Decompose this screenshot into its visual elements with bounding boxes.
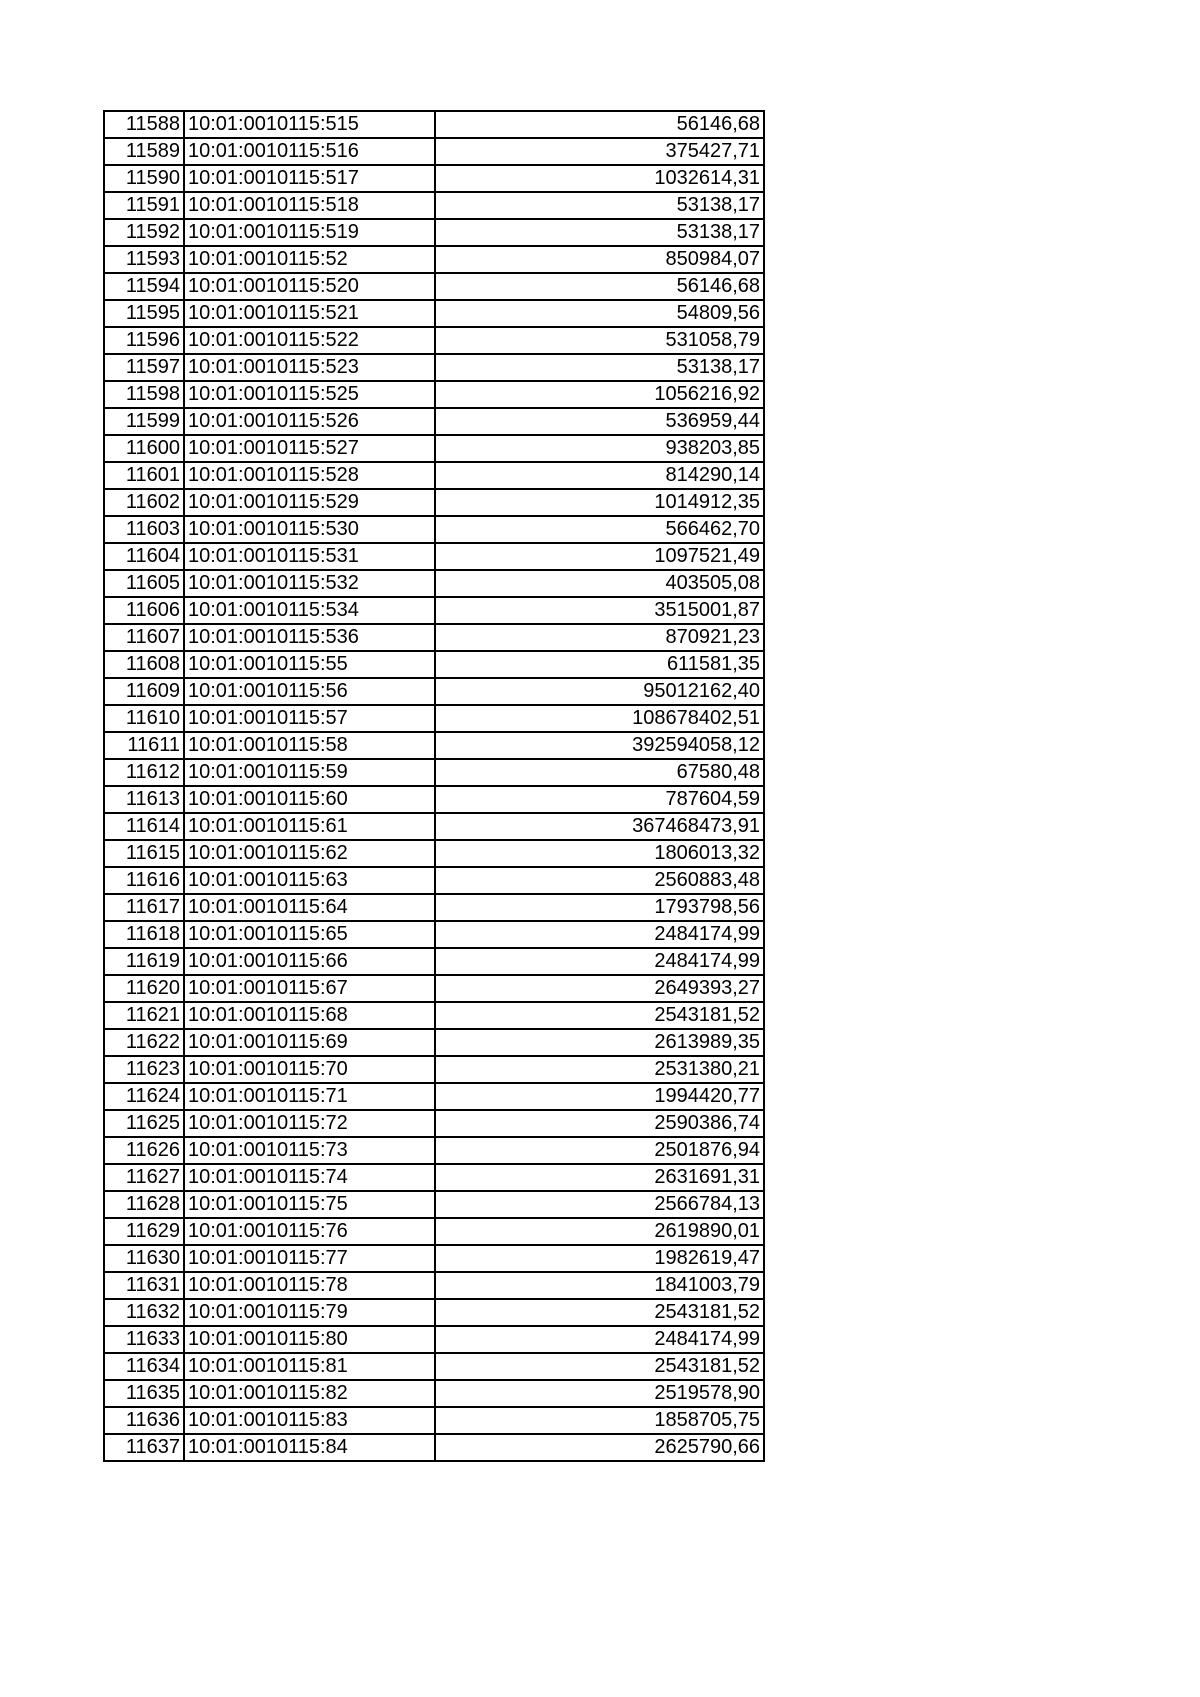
cadastral-value-cell: 56146,68	[435, 273, 764, 300]
row-number-cell: 11629	[104, 1218, 184, 1245]
table-row	[104, 1407, 764, 1434]
table-row	[104, 1299, 764, 1326]
cadastral-number-cell: 10:01:0010115:72	[184, 1110, 435, 1137]
cadastral-number-cell: 10:01:0010115:52	[184, 246, 435, 273]
row-number-cell: 11623	[104, 1056, 184, 1083]
cadastral-number-cell: 10:01:0010115:55	[184, 651, 435, 678]
cadastral-number-cell: 10:01:0010115:529	[184, 489, 435, 516]
cadastral-number-cell: 10:01:0010115:528	[184, 462, 435, 489]
table-row	[104, 354, 764, 381]
table-row	[104, 651, 764, 678]
table-row	[104, 813, 764, 840]
cadastral-number-cell: 10:01:0010115:521	[184, 300, 435, 327]
table-row	[104, 1137, 764, 1164]
row-number-cell: 11604	[104, 543, 184, 570]
cadastral-number-cell: 10:01:0010115:62	[184, 840, 435, 867]
cadastral-value-cell: 375427,71	[435, 138, 764, 165]
cadastral-value-cell: 1806013,32	[435, 840, 764, 867]
table-row	[104, 489, 764, 516]
table-row	[104, 786, 764, 813]
cadastral-value-cell: 611581,35	[435, 651, 764, 678]
cadastral-value-cell: 536959,44	[435, 408, 764, 435]
cadastral-number-cell: 10:01:0010115:523	[184, 354, 435, 381]
table-row	[104, 381, 764, 408]
cadastral-value-cell: 403505,08	[435, 570, 764, 597]
table-row	[104, 1191, 764, 1218]
row-number-cell: 11630	[104, 1245, 184, 1272]
cadastral-value-cell: 2543181,52	[435, 1299, 764, 1326]
row-number-cell: 11616	[104, 867, 184, 894]
row-number-cell: 11625	[104, 1110, 184, 1137]
cadastral-value-cell: 2543181,52	[435, 1002, 764, 1029]
cadastral-value-cell: 53138,17	[435, 219, 764, 246]
cadastral-value-cell: 54809,56	[435, 300, 764, 327]
cadastral-number-cell: 10:01:0010115:75	[184, 1191, 435, 1218]
cadastral-value-cell: 2560883,48	[435, 867, 764, 894]
row-number-cell: 11624	[104, 1083, 184, 1110]
cadastral-value-cell: 3515001,87	[435, 597, 764, 624]
table-row	[104, 921, 764, 948]
row-number-cell: 11601	[104, 462, 184, 489]
cadastral-number-cell: 10:01:0010115:58	[184, 732, 435, 759]
row-number-cell: 11608	[104, 651, 184, 678]
cadastral-number-cell: 10:01:0010115:82	[184, 1380, 435, 1407]
cadastral-number-cell: 10:01:0010115:76	[184, 1218, 435, 1245]
cadastral-value-cell: 531058,79	[435, 327, 764, 354]
cadastral-value-cell: 2566784,13	[435, 1191, 764, 1218]
table-row	[104, 597, 764, 624]
row-number-cell: 11590	[104, 165, 184, 192]
row-number-cell: 11622	[104, 1029, 184, 1056]
table-row	[104, 678, 764, 705]
row-number-cell: 11592	[104, 219, 184, 246]
table-row	[104, 138, 764, 165]
cadastral-value-cell: 2631691,31	[435, 1164, 764, 1191]
row-number-cell: 11602	[104, 489, 184, 516]
table-row	[104, 273, 764, 300]
cadastral-number-cell: 10:01:0010115:80	[184, 1326, 435, 1353]
cadastral-number-cell: 10:01:0010115:63	[184, 867, 435, 894]
table-row	[104, 435, 764, 462]
cadastral-value-cell: 53138,17	[435, 192, 764, 219]
cadastral-value-cell: 1841003,79	[435, 1272, 764, 1299]
cadastral-value-cell: 108678402,51	[435, 705, 764, 732]
cadastral-value-cell: 1793798,56	[435, 894, 764, 921]
cadastral-value-cell: 870921,23	[435, 624, 764, 651]
cadastral-number-cell: 10:01:0010115:83	[184, 1407, 435, 1434]
cadastral-number-cell: 10:01:0010115:532	[184, 570, 435, 597]
table-row	[104, 111, 764, 138]
cadastral-number-cell: 10:01:0010115:84	[184, 1434, 435, 1461]
row-number-cell: 11631	[104, 1272, 184, 1299]
row-number-cell: 11619	[104, 948, 184, 975]
cadastral-number-cell: 10:01:0010115:67	[184, 975, 435, 1002]
cadastral-number-cell: 10:01:0010115:522	[184, 327, 435, 354]
row-number-cell: 11626	[104, 1137, 184, 1164]
table-row	[104, 192, 764, 219]
cadastral-number-cell: 10:01:0010115:530	[184, 516, 435, 543]
row-number-cell: 11588	[104, 111, 184, 138]
cadastral-value-cell: 938203,85	[435, 435, 764, 462]
cadastral-number-cell: 10:01:0010115:70	[184, 1056, 435, 1083]
row-number-cell: 11627	[104, 1164, 184, 1191]
table-row	[104, 1380, 764, 1407]
cadastral-value-cell: 392594058,12	[435, 732, 764, 759]
cadastral-number-cell: 10:01:0010115:81	[184, 1353, 435, 1380]
cadastral-value-cell: 95012162,40	[435, 678, 764, 705]
row-number-cell: 11615	[104, 840, 184, 867]
table-row	[104, 408, 764, 435]
table-row	[104, 759, 764, 786]
cadastral-value-cell: 850984,07	[435, 246, 764, 273]
cadastral-value-cell: 1994420,77	[435, 1083, 764, 1110]
row-number-cell: 11636	[104, 1407, 184, 1434]
cadastral-number-cell: 10:01:0010115:77	[184, 1245, 435, 1272]
table-row	[104, 705, 764, 732]
row-number-cell: 11606	[104, 597, 184, 624]
row-number-cell: 11613	[104, 786, 184, 813]
cadastral-number-cell: 10:01:0010115:79	[184, 1299, 435, 1326]
table-row	[104, 462, 764, 489]
row-number-cell: 11628	[104, 1191, 184, 1218]
row-number-cell: 11598	[104, 381, 184, 408]
table-row	[104, 165, 764, 192]
cadastral-number-cell: 10:01:0010115:78	[184, 1272, 435, 1299]
cadastral-value-cell: 2649393,27	[435, 975, 764, 1002]
row-number-cell: 11635	[104, 1380, 184, 1407]
table-row	[104, 948, 764, 975]
cadastral-number-cell: 10:01:0010115:69	[184, 1029, 435, 1056]
cadastral-value-cell: 1032614,31	[435, 165, 764, 192]
row-number-cell: 11595	[104, 300, 184, 327]
cadastral-value-cell: 814290,14	[435, 462, 764, 489]
table-row	[104, 1353, 764, 1380]
cadastral-value-cell: 2519578,90	[435, 1380, 764, 1407]
row-number-cell: 11596	[104, 327, 184, 354]
table-row	[104, 1029, 764, 1056]
table-row	[104, 1083, 764, 1110]
row-number-cell: 11603	[104, 516, 184, 543]
cadastral-number-cell: 10:01:0010115:536	[184, 624, 435, 651]
cadastral-value-cell: 2543181,52	[435, 1353, 764, 1380]
table-row	[104, 1110, 764, 1137]
row-number-cell: 11594	[104, 273, 184, 300]
cadastral-value-cell: 56146,68	[435, 111, 764, 138]
table-row	[104, 867, 764, 894]
table-row	[104, 1434, 764, 1461]
row-number-cell: 11633	[104, 1326, 184, 1353]
cadastral-number-cell: 10:01:0010115:65	[184, 921, 435, 948]
row-number-cell: 11621	[104, 1002, 184, 1029]
cadastral-number-cell: 10:01:0010115:61	[184, 813, 435, 840]
cadastral-value-cell: 2625790,66	[435, 1434, 764, 1461]
cadastral-number-cell: 10:01:0010115:517	[184, 165, 435, 192]
table-row	[104, 624, 764, 651]
cadastral-value-cell: 2619890,01	[435, 1218, 764, 1245]
table-row	[104, 570, 764, 597]
cadastral-number-cell: 10:01:0010115:516	[184, 138, 435, 165]
cadastral-number-cell: 10:01:0010115:525	[184, 381, 435, 408]
cadastral-number-cell: 10:01:0010115:518	[184, 192, 435, 219]
table-row	[104, 975, 764, 1002]
cadastral-number-cell: 10:01:0010115:59	[184, 759, 435, 786]
row-number-cell: 11593	[104, 246, 184, 273]
row-number-cell: 11617	[104, 894, 184, 921]
cadastral-value-cell: 2613989,35	[435, 1029, 764, 1056]
row-number-cell: 11591	[104, 192, 184, 219]
table-row	[104, 1218, 764, 1245]
cadastral-number-cell: 10:01:0010115:515	[184, 111, 435, 138]
cadastral-value-cell: 1014912,35	[435, 489, 764, 516]
cadastral-value-table	[103, 110, 765, 1462]
cadastral-value-cell: 2531380,21	[435, 1056, 764, 1083]
cadastral-value-cell: 67580,48	[435, 759, 764, 786]
table-row	[104, 1245, 764, 1272]
row-number-cell: 11612	[104, 759, 184, 786]
table-row	[104, 1164, 764, 1191]
row-number-cell: 11609	[104, 678, 184, 705]
cadastral-value-cell: 1858705,75	[435, 1407, 764, 1434]
row-number-cell: 11618	[104, 921, 184, 948]
table-body	[104, 111, 764, 1461]
cadastral-value-cell: 2484174,99	[435, 921, 764, 948]
cadastral-number-cell: 10:01:0010115:526	[184, 408, 435, 435]
table-row	[104, 1056, 764, 1083]
table-row	[104, 1272, 764, 1299]
table-row	[104, 327, 764, 354]
cadastral-number-cell: 10:01:0010115:56	[184, 678, 435, 705]
table-row	[104, 300, 764, 327]
table-row	[104, 894, 764, 921]
cadastral-number-cell: 10:01:0010115:527	[184, 435, 435, 462]
cadastral-value-cell: 2484174,99	[435, 1326, 764, 1353]
cadastral-number-cell: 10:01:0010115:57	[184, 705, 435, 732]
cadastral-number-cell: 10:01:0010115:531	[184, 543, 435, 570]
row-number-cell: 11607	[104, 624, 184, 651]
cadastral-value-cell: 1056216,92	[435, 381, 764, 408]
cadastral-value-cell: 1097521,49	[435, 543, 764, 570]
cadastral-number-cell: 10:01:0010115:64	[184, 894, 435, 921]
row-number-cell: 11632	[104, 1299, 184, 1326]
row-number-cell: 11634	[104, 1353, 184, 1380]
cadastral-number-cell: 10:01:0010115:74	[184, 1164, 435, 1191]
cadastral-number-cell: 10:01:0010115:520	[184, 273, 435, 300]
cadastral-value-cell: 53138,17	[435, 354, 764, 381]
cadastral-value-cell: 2501876,94	[435, 1137, 764, 1164]
cadastral-number-cell: 10:01:0010115:71	[184, 1083, 435, 1110]
row-number-cell: 11614	[104, 813, 184, 840]
cadastral-number-cell: 10:01:0010115:519	[184, 219, 435, 246]
table-row	[104, 516, 764, 543]
row-number-cell: 11637	[104, 1434, 184, 1461]
row-number-cell: 11589	[104, 138, 184, 165]
table-row	[104, 840, 764, 867]
table-row	[104, 543, 764, 570]
cadastral-value-cell: 367468473,91	[435, 813, 764, 840]
row-number-cell: 11600	[104, 435, 184, 462]
cadastral-value-cell: 2590386,74	[435, 1110, 764, 1137]
cadastral-value-cell: 787604,59	[435, 786, 764, 813]
table-row	[104, 246, 764, 273]
row-number-cell: 11611	[104, 732, 184, 759]
cadastral-number-cell: 10:01:0010115:534	[184, 597, 435, 624]
row-number-cell: 11605	[104, 570, 184, 597]
table-row	[104, 219, 764, 246]
cadastral-number-cell: 10:01:0010115:73	[184, 1137, 435, 1164]
cadastral-number-cell: 10:01:0010115:60	[184, 786, 435, 813]
cadastral-number-cell: 10:01:0010115:68	[184, 1002, 435, 1029]
row-number-cell: 11620	[104, 975, 184, 1002]
table-row	[104, 1326, 764, 1353]
table-row	[104, 1002, 764, 1029]
cadastral-value-cell: 2484174,99	[435, 948, 764, 975]
table-row	[104, 732, 764, 759]
row-number-cell: 11610	[104, 705, 184, 732]
row-number-cell: 11597	[104, 354, 184, 381]
row-number-cell: 11599	[104, 408, 184, 435]
cadastral-value-cell: 566462,70	[435, 516, 764, 543]
cadastral-number-cell: 10:01:0010115:66	[184, 948, 435, 975]
cadastral-value-cell: 1982619,47	[435, 1245, 764, 1272]
